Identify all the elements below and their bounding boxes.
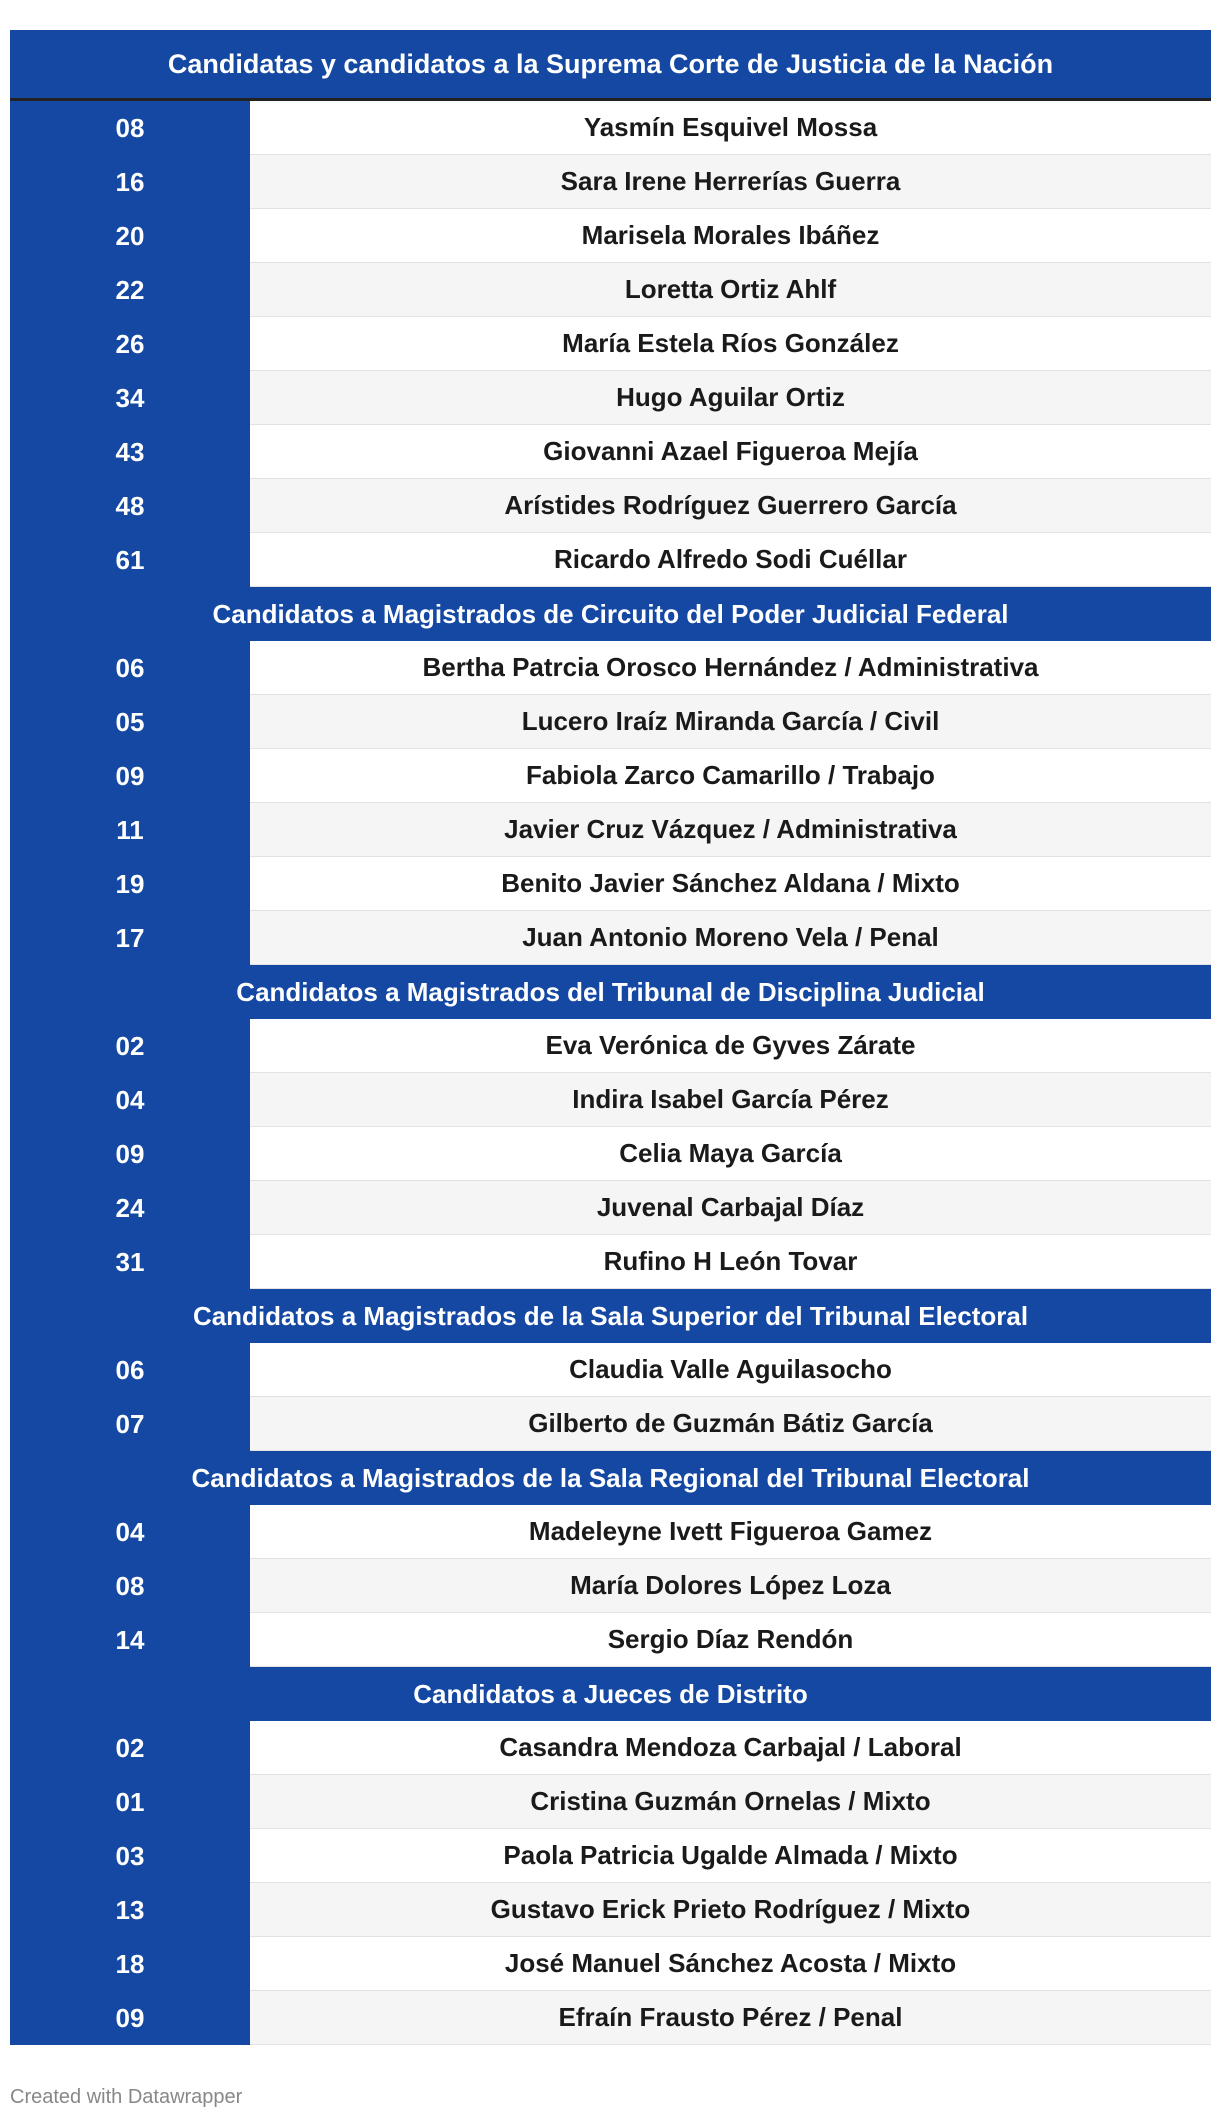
candidate-number: 48: [10, 479, 250, 533]
table-row: [10, 1397, 1211, 1451]
candidate-name: Gustavo Erick Prieto Rodríguez / Mixto: [250, 1883, 1211, 1937]
table-row: [10, 479, 1211, 533]
table-row: [10, 1937, 1211, 1991]
candidate-name: Indira Isabel García Pérez: [250, 1073, 1211, 1127]
candidate-name: Sergio Díaz Rendón: [250, 1613, 1211, 1667]
candidate-number: 26: [10, 317, 250, 371]
candidate-name: Benito Javier Sánchez Aldana / Mixto: [250, 857, 1211, 911]
candidate-number: 31: [10, 1235, 250, 1289]
candidate-number: 43: [10, 425, 250, 479]
candidates-table: [10, 30, 1211, 2045]
candidate-name: Yasmín Esquivel Mossa: [250, 101, 1211, 155]
candidate-number: 09: [10, 749, 250, 803]
table-row: [10, 1883, 1211, 1937]
datawrapper-credit: Created with Datawrapper: [10, 2086, 243, 2108]
candidate-name: Eva Verónica de Gyves Zárate: [250, 1019, 1211, 1073]
candidate-number: 04: [10, 1505, 250, 1559]
candidate-number: 20: [10, 209, 250, 263]
candidate-name: Casandra Mendoza Carbajal / Laboral: [250, 1721, 1211, 1775]
section-heading: Candidatos a Jueces de Distrito: [10, 1667, 1211, 1721]
candidate-number: 06: [10, 1343, 250, 1397]
table-row: [10, 371, 1211, 425]
candidate-number: 09: [10, 1127, 250, 1181]
candidate-number: 09: [10, 1991, 250, 2045]
table-row: [10, 1775, 1211, 1829]
table-row: [10, 1235, 1211, 1289]
candidate-number: 19: [10, 857, 250, 911]
candidate-number: 17: [10, 911, 250, 965]
candidate-name: Claudia Valle Aguilasocho: [250, 1343, 1211, 1397]
candidate-name: Paola Patricia Ugalde Almada / Mixto: [250, 1829, 1211, 1883]
table-row: [10, 155, 1211, 209]
candidate-number: 22: [10, 263, 250, 317]
candidate-number: 11: [10, 803, 250, 857]
table-row: [10, 1991, 1211, 2045]
table-row: [10, 641, 1211, 695]
candidate-number: 08: [10, 101, 250, 155]
section-heading: Candidatos a Magistrados de la Sala Superior del Tribunal Electoral: [10, 1289, 1211, 1343]
candidate-number: 06: [10, 641, 250, 695]
candidate-number: 34: [10, 371, 250, 425]
table-row: [10, 803, 1211, 857]
candidate-name: Gilberto de Guzmán Bátiz García: [250, 1397, 1211, 1451]
candidate-name: Lucero Iraíz Miranda García / Civil: [250, 695, 1211, 749]
table-row: [10, 1613, 1211, 1667]
table-row: [10, 1127, 1211, 1181]
candidate-number: 13: [10, 1883, 250, 1937]
table-row: [10, 1505, 1211, 1559]
candidate-name: Juan Antonio Moreno Vela / Penal: [250, 911, 1211, 965]
table-row: [10, 533, 1211, 587]
table-row: [10, 1721, 1211, 1775]
candidate-number: 18: [10, 1937, 250, 1991]
candidate-number: 02: [10, 1721, 250, 1775]
section-heading: Candidatos a Magistrados del Tribunal de Disciplina Judicial: [10, 965, 1211, 1019]
candidate-number: 14: [10, 1613, 250, 1667]
table-row: [10, 209, 1211, 263]
candidate-name: Hugo Aguilar Ortiz: [250, 371, 1211, 425]
candidate-number: 08: [10, 1559, 250, 1613]
candidate-number: 05: [10, 695, 250, 749]
table-row: [10, 1559, 1211, 1613]
table-row: [10, 857, 1211, 911]
section-heading: Candidatos a Magistrados de la Sala Regional del Tribunal Electoral: [10, 1451, 1211, 1505]
table-row: [10, 263, 1211, 317]
table-row: [10, 1181, 1211, 1235]
candidate-name: Juvenal Carbajal Díaz: [250, 1181, 1211, 1235]
candidate-name: Loretta Ortiz Ahlf: [250, 263, 1211, 317]
table-row: [10, 317, 1211, 371]
table-row: [10, 1343, 1211, 1397]
candidate-name: Javier Cruz Vázquez / Administrativa: [250, 803, 1211, 857]
table-row: [10, 101, 1211, 155]
candidate-number: 24: [10, 1181, 250, 1235]
candidate-name: Celia Maya García: [250, 1127, 1211, 1181]
candidate-name: Efraín Frausto Pérez / Penal: [250, 1991, 1211, 2045]
candidate-name: Ricardo Alfredo Sodi Cuéllar: [250, 533, 1211, 587]
candidate-name: Bertha Patrcia Orosco Hernández / Administrativa: [250, 641, 1211, 695]
candidate-name: Fabiola Zarco Camarillo / Trabajo: [250, 749, 1211, 803]
candidate-name: Arístides Rodríguez Guerrero García: [250, 479, 1211, 533]
candidate-number: 61: [10, 533, 250, 587]
candidate-name: María Dolores López Loza: [250, 1559, 1211, 1613]
table-row: [10, 1073, 1211, 1127]
table-row: [10, 1019, 1211, 1073]
table-row: [10, 1829, 1211, 1883]
table-body: [10, 101, 1211, 2045]
table-row: [10, 695, 1211, 749]
table-title: Candidatas y candidatos a la Suprema Corte de Justicia de la Nación: [10, 30, 1211, 101]
candidate-name: María Estela Ríos González: [250, 317, 1211, 371]
candidate-number: 07: [10, 1397, 250, 1451]
candidate-number: 02: [10, 1019, 250, 1073]
candidate-name: José Manuel Sánchez Acosta / Mixto: [250, 1937, 1211, 1991]
candidate-number: 03: [10, 1829, 250, 1883]
table-row: [10, 911, 1211, 965]
candidate-name: Giovanni Azael Figueroa Mejía: [250, 425, 1211, 479]
candidate-name: Madeleyne Ivett Figueroa Gamez: [250, 1505, 1211, 1559]
candidate-number: 04: [10, 1073, 250, 1127]
section-heading: Candidatos a Magistrados de Circuito del Poder Judicial Federal: [10, 587, 1211, 641]
candidate-name: Sara Irene Herrerías Guerra: [250, 155, 1211, 209]
candidate-name: Rufino H León Tovar: [250, 1235, 1211, 1289]
table-row: [10, 749, 1211, 803]
candidate-name: Cristina Guzmán Ornelas / Mixto: [250, 1775, 1211, 1829]
candidate-name: Marisela Morales Ibáñez: [250, 209, 1211, 263]
candidate-number: 01: [10, 1775, 250, 1829]
table-row: [10, 425, 1211, 479]
candidate-number: 16: [10, 155, 250, 209]
